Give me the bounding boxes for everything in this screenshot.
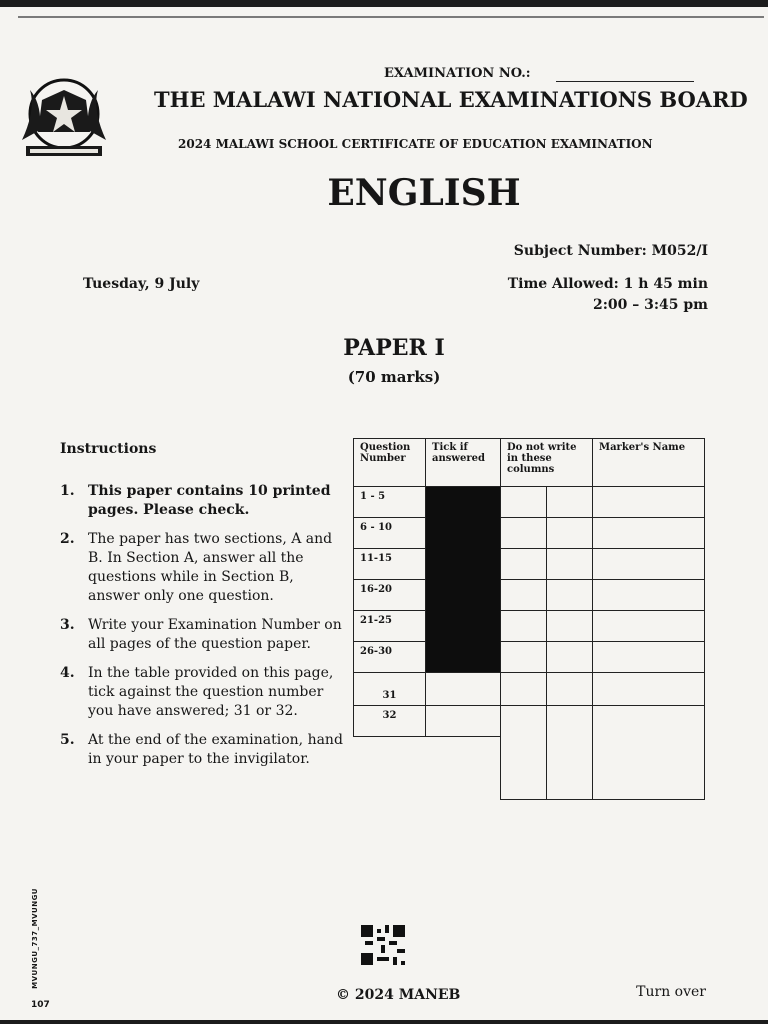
marker-cell — [547, 611, 593, 642]
top-rule — [18, 16, 764, 18]
marker-name-cell — [593, 673, 705, 706]
marker-cell — [501, 642, 547, 673]
paper-title: PAPER I — [343, 335, 445, 361]
header-markers-name: Marker's Name — [593, 439, 705, 487]
top-border — [0, 0, 768, 7]
marker-cell — [547, 580, 593, 611]
instruction-item: 1. This paper contains 10 printed pages. Please check. — [60, 483, 331, 518]
marker-name-cell — [593, 549, 705, 580]
table-header-row — [354, 439, 705, 487]
examination-number-label: EXAMINATION NO.: — [384, 66, 531, 81]
question-cell: 16-20 — [354, 580, 426, 611]
question-cell: 32 — [354, 706, 426, 737]
instruction-item: 2. The paper has two sections, A and B. In Section A, answer all the questions while in Section B, answer only one question. — [60, 531, 333, 604]
qr-code-icon — [361, 925, 405, 965]
page-number: 107 — [31, 1000, 50, 1010]
marker-cell — [547, 518, 593, 549]
instruction-text: This paper contains 10 printed pages. Please check. — [88, 483, 331, 518]
question-cell: 31 — [354, 673, 426, 706]
marker-cell — [547, 706, 593, 800]
marker-cell — [501, 580, 547, 611]
instruction-text: At the end of the examination, hand in your paper to the invigilator. — [88, 732, 343, 767]
subject-number: Subject Number: M052/I — [513, 243, 708, 259]
header-question-number: Question Number — [354, 439, 426, 487]
instruction-text: Write your Examination Number on all pages of the question paper. — [88, 617, 342, 652]
table-row — [354, 580, 705, 611]
marker-name-cell — [593, 611, 705, 642]
instruction-item: 5. At the end of the examination, hand in your paper to the invigilator. — [60, 732, 343, 767]
tick-box-32[interactable] — [426, 706, 501, 737]
shaded-tick-cell — [426, 487, 501, 673]
marker-cell — [547, 487, 593, 518]
marker-cell — [501, 673, 547, 706]
marker-name-cell — [593, 706, 705, 800]
table-row — [354, 611, 705, 642]
paper-marks: (70 marks) — [347, 368, 441, 386]
subject-title: ENGLISH — [327, 172, 521, 214]
copyright-notice: © 2024 MANEB — [336, 987, 461, 1003]
exam-date: Tuesday, 9 July — [83, 276, 200, 292]
marker-name-cell — [593, 487, 705, 518]
table-row — [354, 487, 705, 518]
examination-number-field[interactable] — [556, 81, 694, 82]
table-row — [354, 673, 705, 706]
instruction-text: The paper has two sections, A and B. In Section A, answer all the questions while in Section B, answer only one question. — [88, 531, 333, 604]
question-tick-table — [353, 438, 705, 800]
table-row — [354, 549, 705, 580]
board-name: THE MALAWI NATIONAL EXAMINATIONS BOARD — [154, 87, 748, 112]
marker-cell — [547, 549, 593, 580]
question-cell: 1 - 5 — [354, 487, 426, 518]
table-row — [354, 642, 705, 673]
marker-cell — [547, 642, 593, 673]
header-tick-if-answered: Tick if answered — [426, 439, 501, 487]
marker-cell — [501, 549, 547, 580]
marker-name-cell — [593, 518, 705, 549]
marker-cell — [501, 706, 547, 800]
turn-over-label: Turn over — [636, 984, 706, 1000]
instruction-item: 3. Write your Examination Number on all pages of the question paper. — [60, 617, 342, 652]
time-allowed: Time Allowed: 1 h 45 min — [507, 276, 708, 292]
instruction-text: In the table provided on this page, tick against the question number you have answered; 31 or 32. — [88, 665, 334, 719]
bottom-border — [0, 1020, 768, 1024]
time-range: 2:00 – 3:45 pm — [592, 297, 708, 313]
instructions-heading: Instructions — [60, 441, 157, 457]
marker-cell — [501, 611, 547, 642]
marker-cell — [547, 673, 593, 706]
marker-name-cell — [593, 580, 705, 611]
marker-cell — [501, 487, 547, 518]
table-row — [354, 706, 705, 737]
question-cell: 6 - 10 — [354, 518, 426, 549]
instruction-item: 4. In the table provided on this page, tick against the question number you have answered; 31 or 32. — [60, 665, 334, 719]
exam-title: 2024 MALAWI SCHOOL CERTIFICATE OF EDUCATION EXAMINATION — [178, 137, 653, 151]
marker-name-cell — [593, 642, 705, 673]
tick-box-31[interactable] — [426, 673, 501, 706]
question-cell: 11-15 — [354, 549, 426, 580]
question-cell: 21-25 — [354, 611, 426, 642]
question-cell: 26-30 — [354, 642, 426, 673]
table-row — [354, 518, 705, 549]
maneb-emblem-icon — [16, 70, 112, 166]
side-code: MVUNGU_737_MVUNGU — [31, 888, 39, 989]
header-do-not-write: Do not write in these columns — [501, 439, 593, 487]
marker-cell — [501, 518, 547, 549]
instructions-list — [60, 482, 345, 779]
